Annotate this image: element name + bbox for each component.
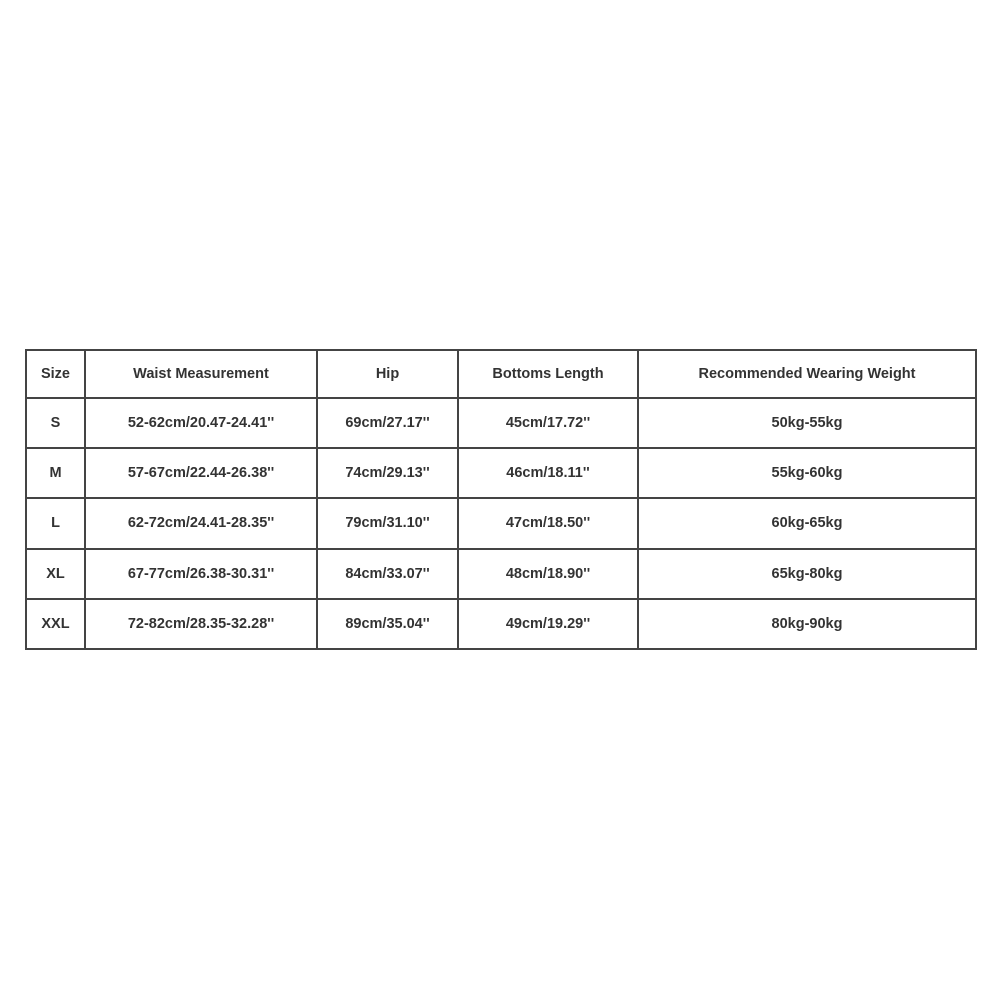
cell-recommended-weight: 80kg-90kg <box>638 599 976 649</box>
cell-bottoms-length: 48cm/18.90'' <box>458 549 638 599</box>
cell-size: S <box>26 398 85 448</box>
cell-bottoms-length: 45cm/17.72'' <box>458 398 638 448</box>
header-hip: Hip <box>317 350 458 398</box>
cell-waist: 67-77cm/26.38-30.31'' <box>85 549 317 599</box>
cell-size: L <box>26 498 85 548</box>
header-waist: Waist Measurement <box>85 350 317 398</box>
cell-recommended-weight: 65kg-80kg <box>638 549 976 599</box>
cell-bottoms-length: 46cm/18.11'' <box>458 448 638 498</box>
table-row <box>26 549 976 599</box>
cell-waist: 62-72cm/24.41-28.35'' <box>85 498 317 548</box>
cell-waist: 72-82cm/28.35-32.28'' <box>85 599 317 649</box>
table-row <box>26 398 976 448</box>
table-row <box>26 498 976 548</box>
header-size: Size <box>26 350 85 398</box>
cell-size: XL <box>26 549 85 599</box>
cell-waist: 52-62cm/20.47-24.41'' <box>85 398 317 448</box>
cell-hip: 84cm/33.07'' <box>317 549 458 599</box>
cell-bottoms-length: 49cm/19.29'' <box>458 599 638 649</box>
cell-waist: 57-67cm/22.44-26.38'' <box>85 448 317 498</box>
header-recommended-weight: Recommended Wearing Weight <box>638 350 976 398</box>
table-row <box>26 448 976 498</box>
size-chart-table <box>25 349 977 650</box>
cell-size: M <box>26 448 85 498</box>
cell-recommended-weight: 50kg-55kg <box>638 398 976 448</box>
cell-recommended-weight: 60kg-65kg <box>638 498 976 548</box>
cell-hip: 74cm/29.13'' <box>317 448 458 498</box>
cell-recommended-weight: 55kg-60kg <box>638 448 976 498</box>
table-header-row <box>26 350 976 398</box>
cell-size: XXL <box>26 599 85 649</box>
cell-bottoms-length: 47cm/18.50'' <box>458 498 638 548</box>
cell-hip: 79cm/31.10'' <box>317 498 458 548</box>
header-bottoms-length: Bottoms Length <box>458 350 638 398</box>
cell-hip: 69cm/27.17'' <box>317 398 458 448</box>
cell-hip: 89cm/35.04'' <box>317 599 458 649</box>
table-row <box>26 599 976 649</box>
